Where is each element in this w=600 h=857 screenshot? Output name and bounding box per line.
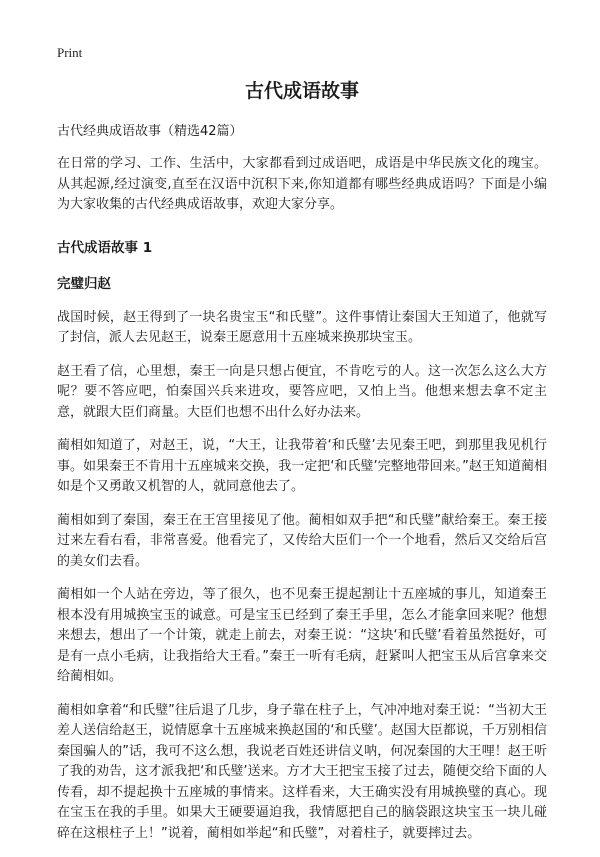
section-heading: 古代成语故事 1 [57,239,153,256]
story-paragraph: 蔺相如知道了，对赵王，说，“大王，让我带着‘和氏璧’去见秦王吧，到那里我见机行事。如果秦王不肯用十五座城来交换，我一定把‘和氏璧’完整地带回来。”赵王知道蔺相如是个又勇敢又机智的人，就同意他去了。 [57,438,547,494]
story-paragraph: 蔺相如一个人站在旁边，等了很久，也不见秦王提起割让十五座城的事儿，知道秦王根本没有用城换宝玉的诚意。可是宝玉已经到了秦王手里，怎么才能拿回来呢？他想来想去，想出了一个计策，就走上前去，对秦王说：“这块‘和氏璧’看着虽然挺好，可是有一点小毛病，让我指给大王看。”秦王一听有毛病，赶紧叫人把宝玉从后宫拿来交给蔺相如。 [57,587,547,684]
story-paragraph: 赵王看了信，心里想，秦王一向是只想占便宜，不肯吃亏的人。这一次怎么这么大方呢？要不答应吧，怕秦国兴兵来进攻，要答应吧，又怕上当。他想来想去拿不定主意，就跟大臣们商量。大臣们也想不出什么好办法来。 [57,363,547,420]
story-title: 完璧归赵 [57,275,111,292]
intro-paragraph: 在日常的学习、工作、生活中，大家都看到过成语吧，成语是中华民族文化的瑰宝。从其起源,经过演变,直至在汉语中沉积下来,你知道都有哪些经典成语吗？下面是小编为大家收集的古代经典成语故事，欢迎大家分享。 [57,156,547,212]
print-link[interactable]: Print [57,45,83,60]
story-paragraph: 战国时候，赵王得到了一块名贵宝玉“和氏璧”。这件事情让秦国大王知道了，他就写了封信，派人去见赵王，说秦王愿意用十五座城来换那块宝玉。 [57,309,547,345]
story-paragraph: 蔺相如拿着“和氏璧”往后退了几步，身子靠在柱子上，气冲冲地对秦王说：“当初大王差人送信给赵王，说情愿拿十五座城来换赵国的‘和氏璧’。赵国大臣都说，千万别相信秦国骗人的”话，我可不这么想，我说老百姓还讲信义呐，何况秦国的大王哩！赵王听了我的劝告，这才派我把‘和氏璧’送来。方才大王把宝玉接了过去，随便交给下面的人传看，却不提起换十五座城的事情来。这样看来，大王确实没有用城换璧的真心。现在宝玉在我的手里。如果大王硬要逼迫我，我情愿把自己的脑袋跟这块宝玉一块儿碰碎在这根柱子上！”说着，蔺相如举起“和氏璧”，对着柱子，就要摔过去。 [57,702,547,841]
document-title: 古代成语故事 [244,80,359,102]
story-paragraph: 蔺相如到了秦国，秦王在王宫里接见了他。蔺相如双手把“和氏璧”献给秦王。秦王接过来左看右看，非常喜爱。他看完了，又传给大臣们一个一个地看，然后又交给后宫的美女们去看。 [57,512,547,569]
document-subtitle: 古代经典成语故事（精选42篇） [57,124,243,139]
document-body [57,78,547,857]
